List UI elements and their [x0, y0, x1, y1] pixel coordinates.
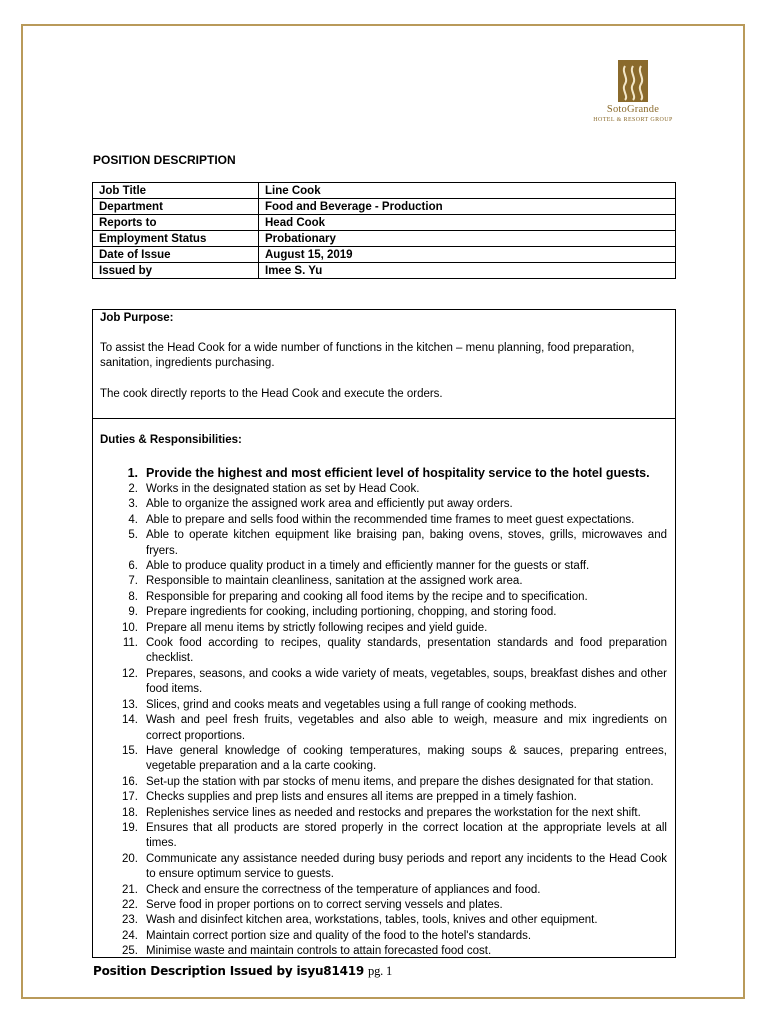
job-purpose-heading: Job Purpose:: [100, 312, 174, 324]
duty-item: [93, 559, 667, 574]
duty-number: 7.: [128, 575, 138, 588]
duty-item: [93, 497, 667, 512]
duty-text: Set-up the station with par stocks of menu items, and prepare the dishes designated for that station.: [146, 775, 654, 788]
duties-list: [93, 464, 667, 960]
duty-item: [93, 574, 667, 589]
info-row: [93, 199, 676, 215]
duty-number: 12.: [122, 667, 138, 680]
duty-item: [93, 775, 667, 790]
info-value: Head Cook: [259, 215, 676, 231]
duty-item: [93, 821, 667, 852]
duty-text: Minimise waste and maintain controls to attain forecasted food cost.: [146, 945, 492, 958]
info-row: [93, 183, 676, 199]
info-value: August 15, 2019: [259, 247, 676, 263]
duty-number: 10.: [122, 621, 138, 634]
duty-text: Works in the designated station as set by Head Cook.: [146, 483, 420, 495]
info-label: Department: [93, 199, 259, 215]
duties-section: [92, 418, 676, 958]
duty-text: Responsible to maintain cleanliness, sanitation at the assigned work area.: [146, 575, 523, 588]
footer-text: Position Description Issued by isyu81419: [93, 964, 365, 978]
duty-item: [93, 464, 667, 482]
info-label: Issued by: [93, 263, 259, 279]
duty-item: [93, 806, 667, 821]
duty-text: Replenishes service lines as needed and restocks and prepares the workstation for the next shift.: [146, 806, 641, 819]
duty-number: 15.: [122, 744, 138, 757]
duty-text: Slices, grind and cooks meats and vegetables using a full range of cooking methods.: [146, 698, 577, 711]
duty-number: 6.: [128, 560, 138, 573]
duty-number: 3.: [128, 498, 138, 511]
duty-item: [93, 605, 667, 620]
duty-number: 8.: [128, 590, 138, 603]
duty-number: 25.: [122, 945, 138, 958]
job-purpose-section: [92, 309, 676, 419]
duty-text: Provide the highest and most efficient level of hospitality service to the hotel guests.: [146, 466, 650, 480]
info-label: Reports to: [93, 215, 259, 231]
duty-number: 23.: [122, 914, 138, 927]
logo-text: [590, 104, 676, 124]
page-footer: [93, 964, 392, 979]
duty-text: Check and ensure the correctness of the temperature of appliances and food.: [146, 883, 541, 896]
duty-text: Wash and disinfect kitchen area, workstations, tables, tools, knives and other equipment.: [146, 914, 598, 927]
position-info-table: [92, 182, 676, 279]
duty-item: [93, 513, 667, 528]
duty-item: [93, 713, 667, 744]
duty-text: Wash and peel fresh fruits, vegetables and also able to weigh, measure and mix ingredients on correct proportions.: [146, 714, 667, 742]
duty-text: Checks supplies and prep lists and ensures all items are prepped in a timely fashion.: [146, 791, 577, 804]
duty-item: [93, 667, 667, 698]
info-value: Imee S. Yu: [259, 263, 676, 279]
job-purpose-paragraph: To assist the Head Cook for a wide number of functions in the kitchen – menu planning, food preparation, sanitation, ingredients purchasing.: [100, 342, 635, 369]
duty-item: [93, 883, 667, 898]
info-label: Job Title: [93, 183, 259, 199]
duty-number: 11.: [122, 637, 138, 650]
duty-item: [93, 621, 667, 636]
duty-number: 2.: [128, 483, 138, 495]
duties-heading: Duties & Responsibilities:: [100, 434, 242, 446]
duty-text: Serve food in proper portions on to correct serving vessels and plates.: [146, 898, 503, 911]
duty-item: [93, 852, 667, 883]
duty-number: 18.: [122, 806, 138, 819]
duty-item: [93, 898, 667, 913]
logo-subtitle: HOTEL & RESORT GROUP: [593, 117, 673, 123]
logo-name: SotoGrande: [606, 104, 660, 115]
duty-text: Maintain correct portion size and quality of the food to the hotel's standards.: [146, 929, 532, 942]
info-row: [93, 263, 676, 279]
duty-text: Ensures that all products are stored properly in the correct location at the appropriate levels at all times.: [146, 821, 667, 850]
duty-item: [93, 528, 667, 559]
duty-number: 13.: [122, 698, 138, 711]
duty-number: 24.: [122, 929, 138, 942]
duty-item: [93, 590, 667, 605]
info-label: Employment Status: [93, 231, 259, 247]
document-title: POSITION DESCRIPTION: [93, 153, 236, 167]
duty-text: Communicate any assistance needed during busy periods and report any incidents to the Head Cook to ensure optimum service to guests.: [146, 852, 667, 881]
duty-item: [93, 929, 667, 944]
duty-number: 19.: [122, 821, 138, 834]
duty-number: 22.: [122, 898, 138, 911]
duty-text: Prepare ingredients for cooking, including portioning, chopping, and storing food.: [146, 606, 557, 619]
info-label: Date of Issue: [93, 247, 259, 263]
page-number: pg. 1: [368, 964, 393, 978]
duty-number: 14.: [122, 714, 138, 727]
duty-number: 21.: [122, 883, 138, 896]
duty-number: 16.: [122, 775, 138, 788]
info-value: Food and Beverage - Production: [259, 199, 676, 215]
duty-number: 20.: [122, 852, 138, 865]
duty-text: Have general knowledge of cooking temperatures, making soups & sauces, preparing entrees, vegetable preparation and a la carte cooking.: [146, 744, 667, 773]
duty-text: Able to operate kitchen equipment like braising pan, baking ovens, stoves, grills, microwaves and fryers.: [146, 529, 667, 557]
info-row: [93, 247, 676, 263]
duty-number: 5.: [128, 529, 138, 542]
duty-item: [93, 482, 667, 497]
duty-item: [93, 944, 667, 959]
duty-number: 4.: [128, 513, 138, 526]
duty-item: [93, 698, 667, 713]
info-row: [93, 231, 676, 247]
duty-text: Able to produce quality product in a timely and efficiently manner for the guests or staff.: [146, 560, 590, 573]
duty-item: [93, 913, 667, 928]
job-purpose-paragraph: The cook directly reports to the Head Cook and execute the orders.: [100, 388, 443, 400]
duty-number: 1.: [127, 466, 138, 480]
info-row: [93, 215, 676, 231]
duty-text: Responsible for preparing and cooking all food items by the recipe and to specification.: [146, 590, 588, 603]
duty-number: 17.: [122, 791, 138, 804]
info-value: Probationary: [259, 231, 676, 247]
duty-text: Prepares, seasons, and cooks a wide variety of meats, vegetables, soups, breakfast dishes and other food items.: [146, 667, 667, 696]
duty-item: [93, 790, 667, 805]
duty-text: Able to prepare and sells food within the recommended time frames to meet guest expectations.: [146, 513, 635, 526]
duty-item: [93, 636, 667, 667]
duty-item: [93, 744, 667, 775]
duty-text: Prepare all menu items by strictly following recipes and yield guide.: [146, 621, 488, 634]
duty-text: Able to organize the assigned work area and efficiently put away orders.: [146, 498, 513, 511]
duty-number: 9.: [128, 606, 138, 619]
info-value: Line Cook: [259, 183, 676, 199]
duty-text: Cook food according to recipes, quality standards, presentation standards and food preparation checklist.: [146, 637, 667, 665]
